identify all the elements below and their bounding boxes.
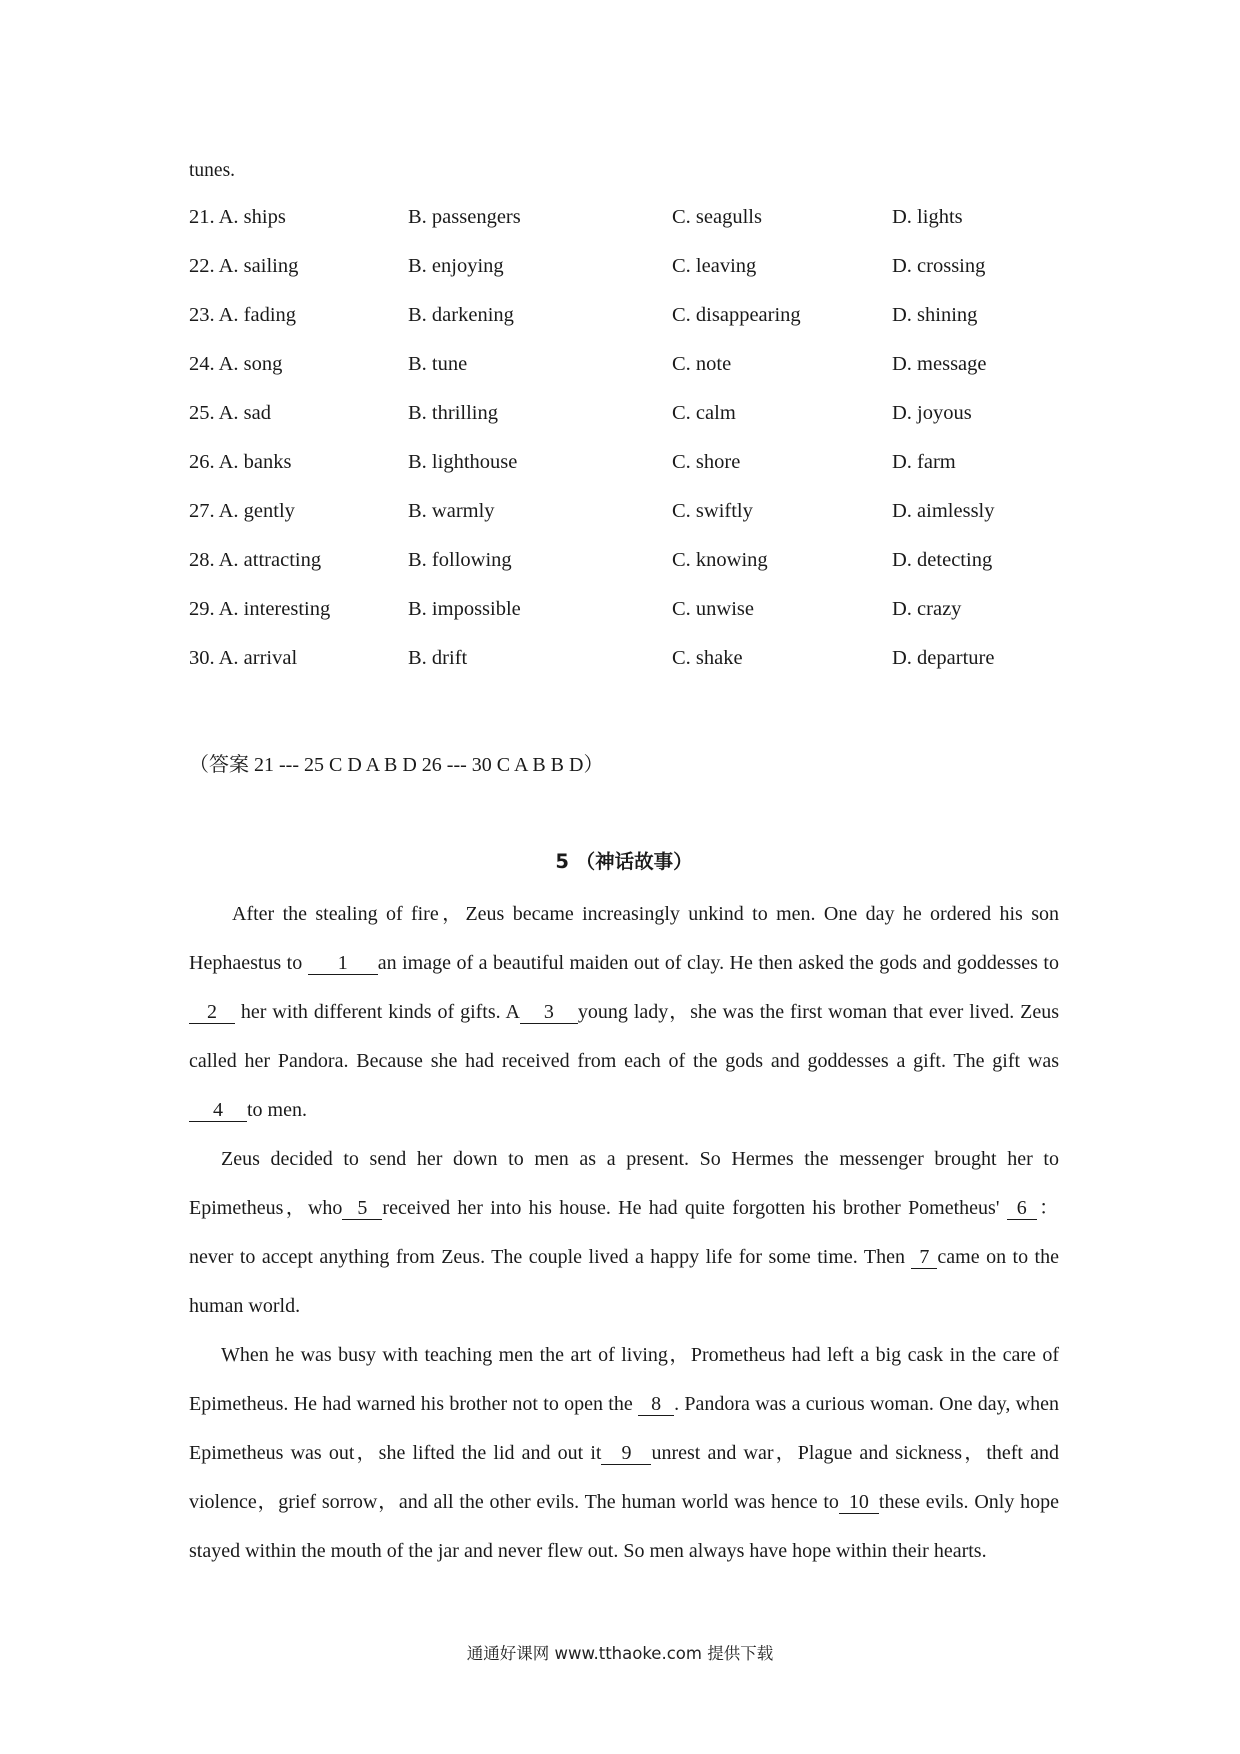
cloze-blank: 1 (308, 952, 378, 975)
option-d: D. crazy (892, 598, 962, 620)
passage-text: When he was busy with teaching men the art of living，Prometheus had left a big cask in the care of Epimetheus. He had warned his brother not to open the (189, 1344, 1059, 1415)
option-a: 24. A. song (189, 353, 283, 375)
cloze-blank: 4 (189, 1099, 247, 1122)
option-a: 25. A. sad (189, 402, 271, 424)
passage-text: unrest and war，Plague and sickness，theft and violence，grief sorrow，and all the other evils. The human world was hence to (189, 1442, 1060, 1513)
passage-text: After the stealing of fire，Zeus became increasingly unkind to men. One day he ordered his son Hephaestus to (189, 903, 1059, 974)
option-b: B. warmly (408, 500, 495, 522)
cloze-blank: 8 (638, 1393, 674, 1416)
passage-text: Zeus decided to send her down to men as a present. So Hermes the messenger brought her to Epimetheus，who (189, 1148, 1059, 1219)
option-d: D. lights (892, 206, 963, 228)
option-b: B. passengers (408, 206, 521, 228)
passage-text: ：never to accept anything from Zeus. The couple lived a happy life for some time. Then (189, 1197, 1059, 1268)
option-b: B. drift (408, 647, 468, 669)
option-d: D. joyous (892, 402, 972, 424)
option-b: B. following (408, 549, 512, 571)
option-b: B. darkening (408, 304, 514, 326)
passage-text: young lady，she was the first woman that ever lived. Zeus called her Pandora. Because she had received from each of the gods and goddesses a gift. The gift was (189, 1001, 1059, 1072)
option-b: B. impossible (408, 598, 521, 620)
option-d: D. message (892, 353, 987, 375)
option-b: B. enjoying (408, 255, 504, 277)
cloze-passage (189, 890, 1059, 1576)
passage-text: her with different kinds of gifts. A (235, 1001, 520, 1023)
passage-text: received her into his house. He had quite forgotten his brother Pometheus' (382, 1197, 1007, 1219)
passage-text: . Pandora was a curious woman. One day, when Epimetheus was out，she lifted the lid and out it (189, 1393, 1059, 1464)
option-a: 21. A. ships (189, 206, 286, 228)
page-footer: 通通好课网 www.tthaoke.com 提供下载 (466, 1644, 774, 1663)
option-a: 28. A. attracting (189, 549, 322, 571)
passage-text: came on to the human world. (189, 1246, 1059, 1317)
option-c: C. swiftly (672, 500, 753, 522)
option-c: C. shore (672, 451, 741, 473)
passage-text: to men. (247, 1099, 307, 1121)
cloze-blank: 6 (1007, 1197, 1037, 1220)
cloze-blank: 7 (911, 1246, 937, 1269)
option-c: C. seagulls (672, 206, 762, 228)
option-c: C. knowing (672, 549, 768, 571)
cloze-blank: 9 (601, 1442, 651, 1465)
option-b: B. thrilling (408, 402, 498, 424)
option-d: D. departure (892, 647, 995, 669)
cloze-blank: 2 (189, 1001, 235, 1024)
previous-passage-fragment: tunes. (189, 160, 236, 181)
cloze-blank: 10 (839, 1491, 879, 1514)
section-title: 5 （神话故事） (555, 850, 693, 873)
option-a: 23. A. fading (189, 304, 297, 326)
option-c: C. disappearing (672, 304, 801, 326)
option-d: D. shining (892, 304, 978, 326)
option-b: B. tune (408, 353, 468, 375)
option-c: C. leaving (672, 255, 757, 277)
option-c: C. note (672, 353, 732, 375)
option-c: C. calm (672, 402, 736, 424)
option-a: 29. A. interesting (189, 598, 331, 620)
option-b: B. lighthouse (408, 451, 518, 473)
option-d: D. crossing (892, 255, 986, 277)
option-a: 27. A. gently (189, 500, 295, 522)
passage-text: these evils. Only hope stayed within the mouth of the jar and never flew out. So men always have hope within their hearts. (189, 1491, 1059, 1562)
passage-paragraph (189, 1331, 1059, 1576)
option-c: C. unwise (672, 598, 754, 620)
option-d: D. aimlessly (892, 500, 995, 522)
option-d: D. farm (892, 451, 956, 473)
option-d: D. detecting (892, 549, 993, 571)
cloze-blank: 5 (342, 1197, 382, 1220)
answer-key: （答案 21 --- 25 C D A B D 26 --- 30 C A B B D） (189, 754, 604, 776)
option-a: 30. A. arrival (189, 647, 298, 669)
passage-text: an image of a beautiful maiden out of clay. He then asked the gods and goddesses to (377, 952, 1059, 974)
option-a: 26. A. banks (189, 451, 292, 473)
option-a: 22. A. sailing (189, 255, 299, 277)
cloze-blank: 3 (520, 1001, 578, 1024)
option-c: C. shake (672, 647, 743, 669)
passage-paragraph (189, 1135, 1059, 1331)
passage-paragraph (189, 890, 1059, 1135)
